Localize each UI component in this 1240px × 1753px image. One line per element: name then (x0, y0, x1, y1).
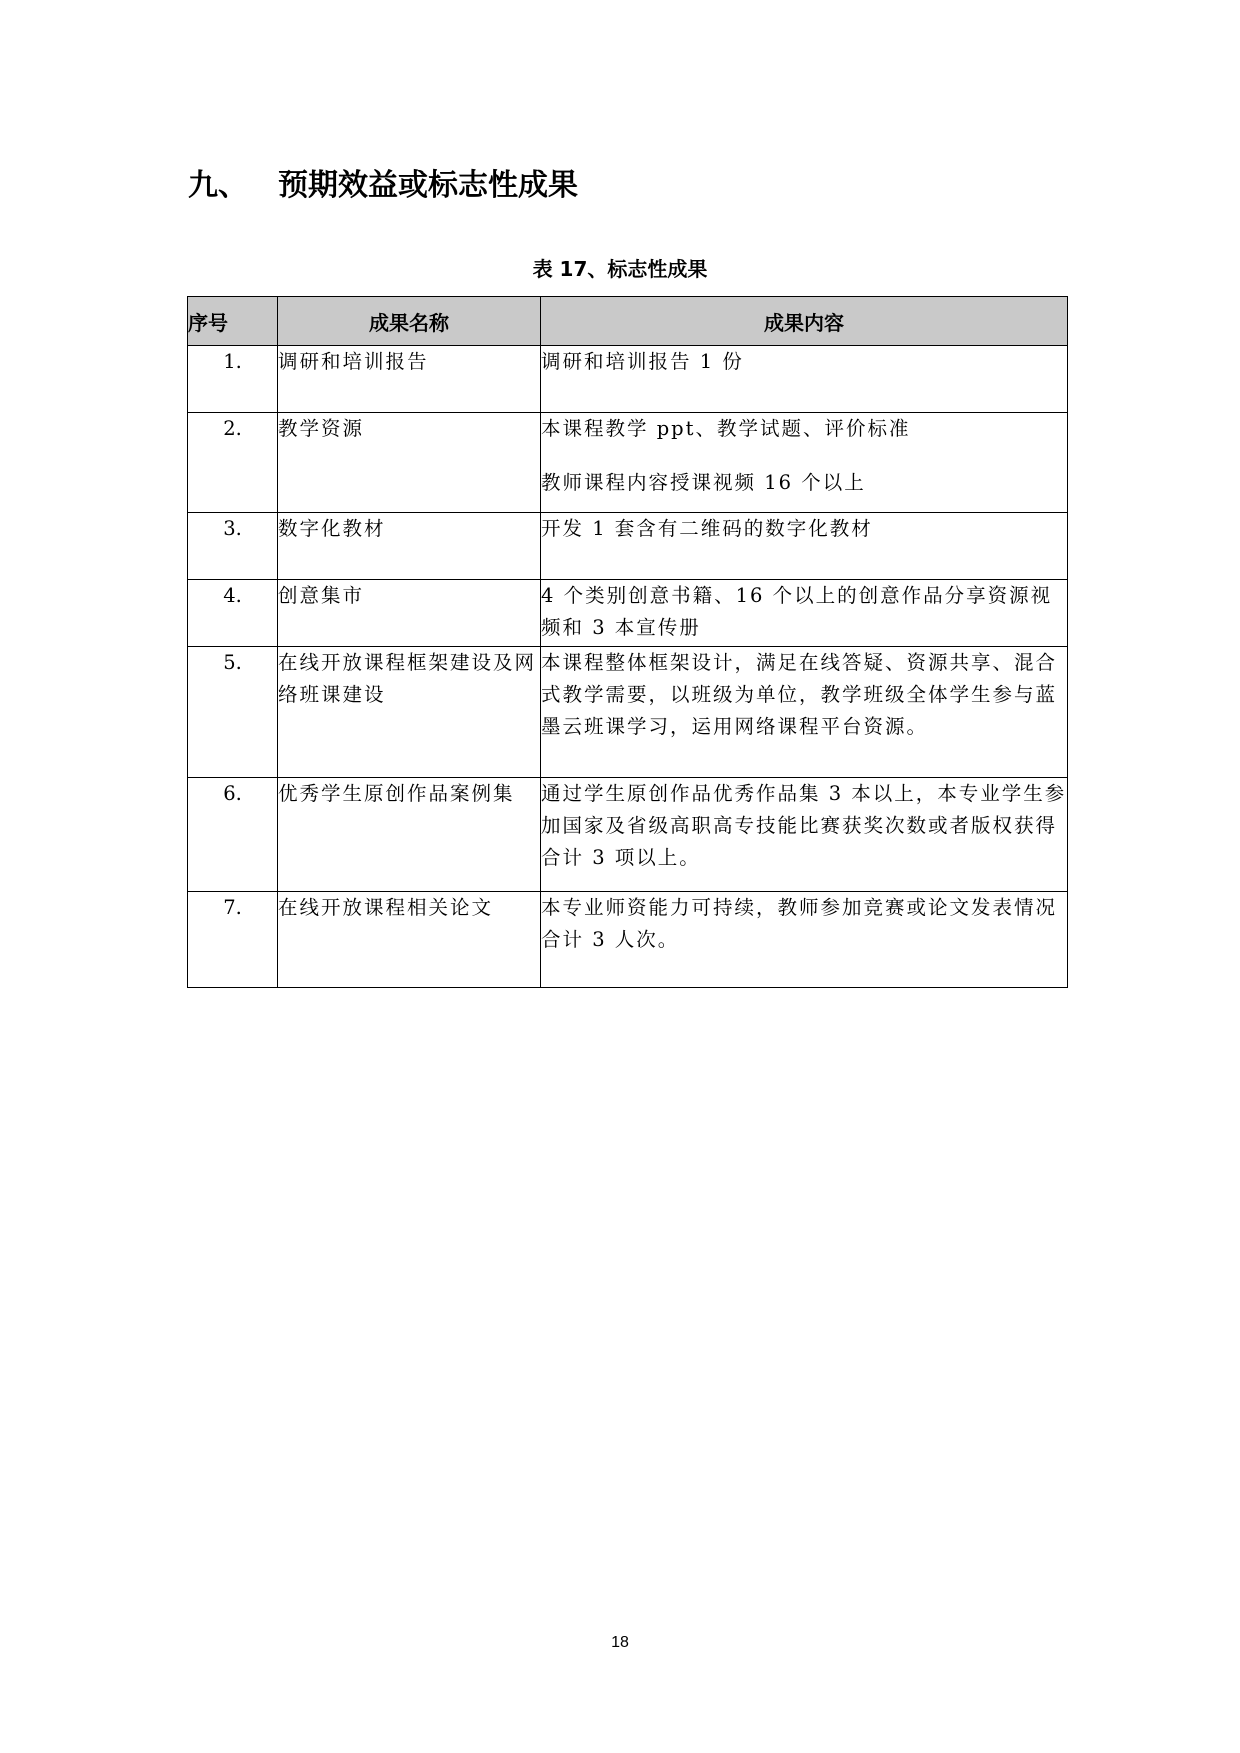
row-number: 4. (188, 580, 278, 647)
content-line: 开发 1 套含有二维码的数字化教材 (541, 517, 873, 540)
row-number: 7. (188, 892, 278, 988)
header-name: 成果名称 (278, 297, 541, 346)
row-number: 2. (188, 413, 278, 513)
table-caption: 表 17、标志性成果 (532, 257, 708, 281)
table-row (188, 778, 1068, 892)
content-line: 通过学生原创作品优秀作品集 3 本以上，本专业学生参加国家及省级高职高专技能比赛获奖次数或者版权获得合计 3 项以上。 (541, 782, 1067, 869)
row-number: 5. (188, 647, 278, 778)
table-header-row (188, 297, 1068, 346)
row-content (541, 346, 1068, 413)
table-row (188, 413, 1068, 513)
content-line: 本专业师资能力可持续，教师参加竞赛或论文发表情况合计 3 人次。 (541, 896, 1058, 951)
content-line: 调研和培训报告 1 份 (541, 350, 744, 373)
row-name: 调研和培训报告 (278, 346, 541, 413)
row-number: 1. (188, 346, 278, 413)
section-number: 九、 (188, 168, 248, 203)
row-number: 6. (188, 778, 278, 892)
row-name: 优秀学生原创作品案例集 (278, 778, 541, 892)
row-name: 创意集市 (278, 580, 541, 647)
row-name: 数字化教材 (278, 513, 541, 580)
row-name: 在线开放课程相关论文 (278, 892, 541, 988)
row-content (541, 778, 1068, 892)
section-title: 预期效益或标志性成果 (278, 168, 578, 203)
table-row (188, 892, 1068, 988)
row-content (541, 513, 1068, 580)
content-line: 本课程教学 ppt、教学试题、评价标准 (541, 417, 911, 440)
row-number: 3. (188, 513, 278, 580)
row-content (541, 647, 1068, 778)
row-name: 在线开放课程框架建设及网络班课建设 (278, 647, 541, 778)
content-line: 教师课程内容授课视频 16 个以上 (541, 471, 866, 494)
row-name: 教学资源 (278, 413, 541, 513)
section-heading (188, 160, 578, 204)
page-number: 18 (611, 1634, 629, 1651)
content-line: 4 个类别创意书籍、16 个以上的创意作品分享资源视频和 3 本宣传册 (541, 584, 1053, 639)
header-content: 成果内容 (541, 297, 1068, 346)
header-number: 序号 (188, 297, 278, 346)
table-row (188, 647, 1068, 778)
table-row (188, 346, 1068, 413)
table-row (188, 580, 1068, 647)
row-content (541, 580, 1068, 647)
row-content (541, 413, 1068, 513)
results-table (187, 296, 1068, 988)
content-line: 本课程整体框架设计，满足在线答疑、资源共享、混合式教学需要，以班级为单位，教学班级全体学生参与蓝墨云班课学习，运用网络课程平台资源。 (541, 651, 1058, 738)
row-content (541, 892, 1068, 988)
table-row (188, 513, 1068, 580)
